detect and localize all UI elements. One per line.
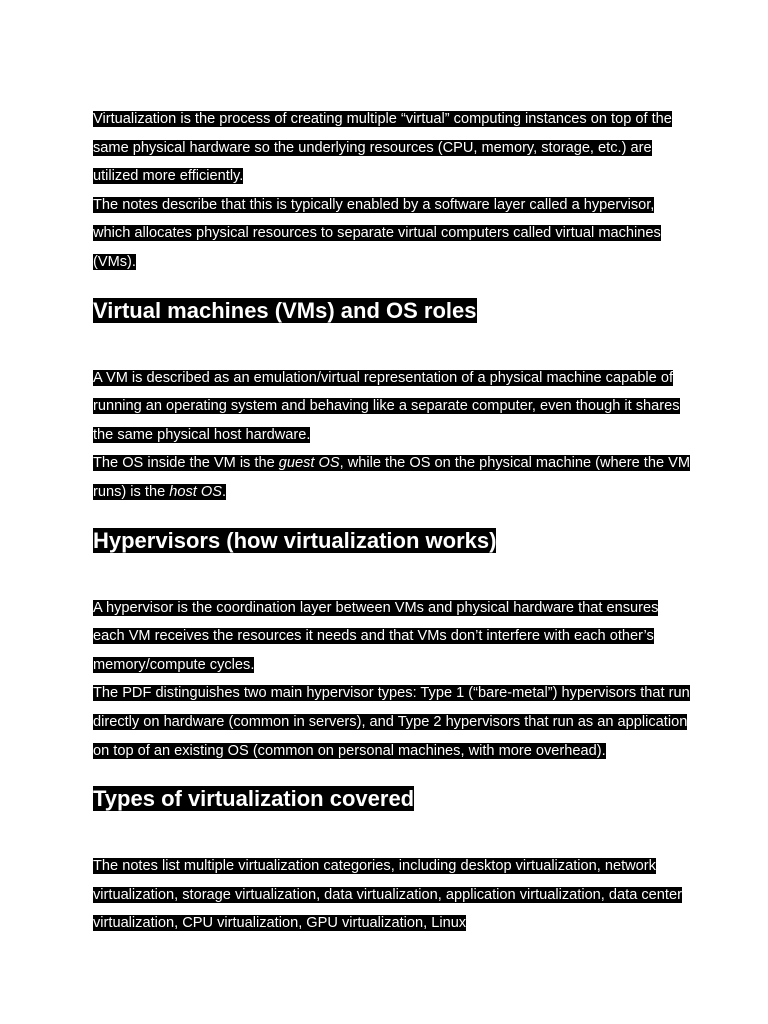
document-page: [93, 105, 693, 938]
hypervisors-paragraph-2: [93, 679, 693, 765]
highlighted-text: A hypervisor is the coordination layer between VMs and physical hardware that ensures each VM receives the resources it needs and that VMs don’t interfere with each other’s memory/compute cycles.: [93, 599, 659, 673]
section-heading-hypervisors: Hypervisors (how virtualization works): [93, 527, 497, 553]
highlighted-text: The notes list multiple virtualization categories, including desktop virtualization, network virtualization, storage virtualization, data virtualization, application virtualization, data center virtualization, CPU virtualization, GPU virtualization, Linux: [93, 858, 682, 932]
host-os-term: host OS: [169, 483, 222, 500]
types-paragraph-1: [93, 852, 693, 938]
intro-paragraph-2: [93, 191, 693, 277]
section-heading-vms: Virtual machines (VMs) and OS roles: [93, 297, 477, 323]
highlighted-text: A VM is described as an emulation/virtual representation of a physical machine capable of running an operating system and behaving like a separate computer, even though it shares the same physical host hardware.: [93, 369, 680, 443]
vms-paragraph-1: [93, 364, 693, 450]
hypervisors-paragraph-1: [93, 594, 693, 680]
section-heading-types: Types of virtualization covered: [93, 786, 415, 812]
highlighted-text: The PDF distinguishes two main hypervisor types: Type 1 (“bare-metal”) hypervisors that run directly on hardware (common in servers), and Type 2 hypervisors that run as an application on top of an existing OS (common on personal machines, with more overhead).: [93, 685, 690, 759]
guest-os-term: guest OS: [278, 455, 340, 472]
highlighted-text: Virtualization is the process of creating multiple “virtual” computing instances on top of the same physical hardware so the underlying resources (CPU, memory, storage, etc.) are utilized more efficiently.: [93, 111, 672, 185]
highlighted-text: The notes describe that this is typically enabled by a software layer called a hypervisor, which allocates physical resources to separate virtual computers called virtual machines (VMs).: [93, 196, 661, 270]
intro-paragraph-1: [93, 105, 693, 191]
highlighted-text: The OS inside the VM is the guest OS, while the OS on the physical machine (where the VM runs) is the host OS.: [93, 455, 691, 500]
vms-paragraph-2: [93, 449, 693, 506]
